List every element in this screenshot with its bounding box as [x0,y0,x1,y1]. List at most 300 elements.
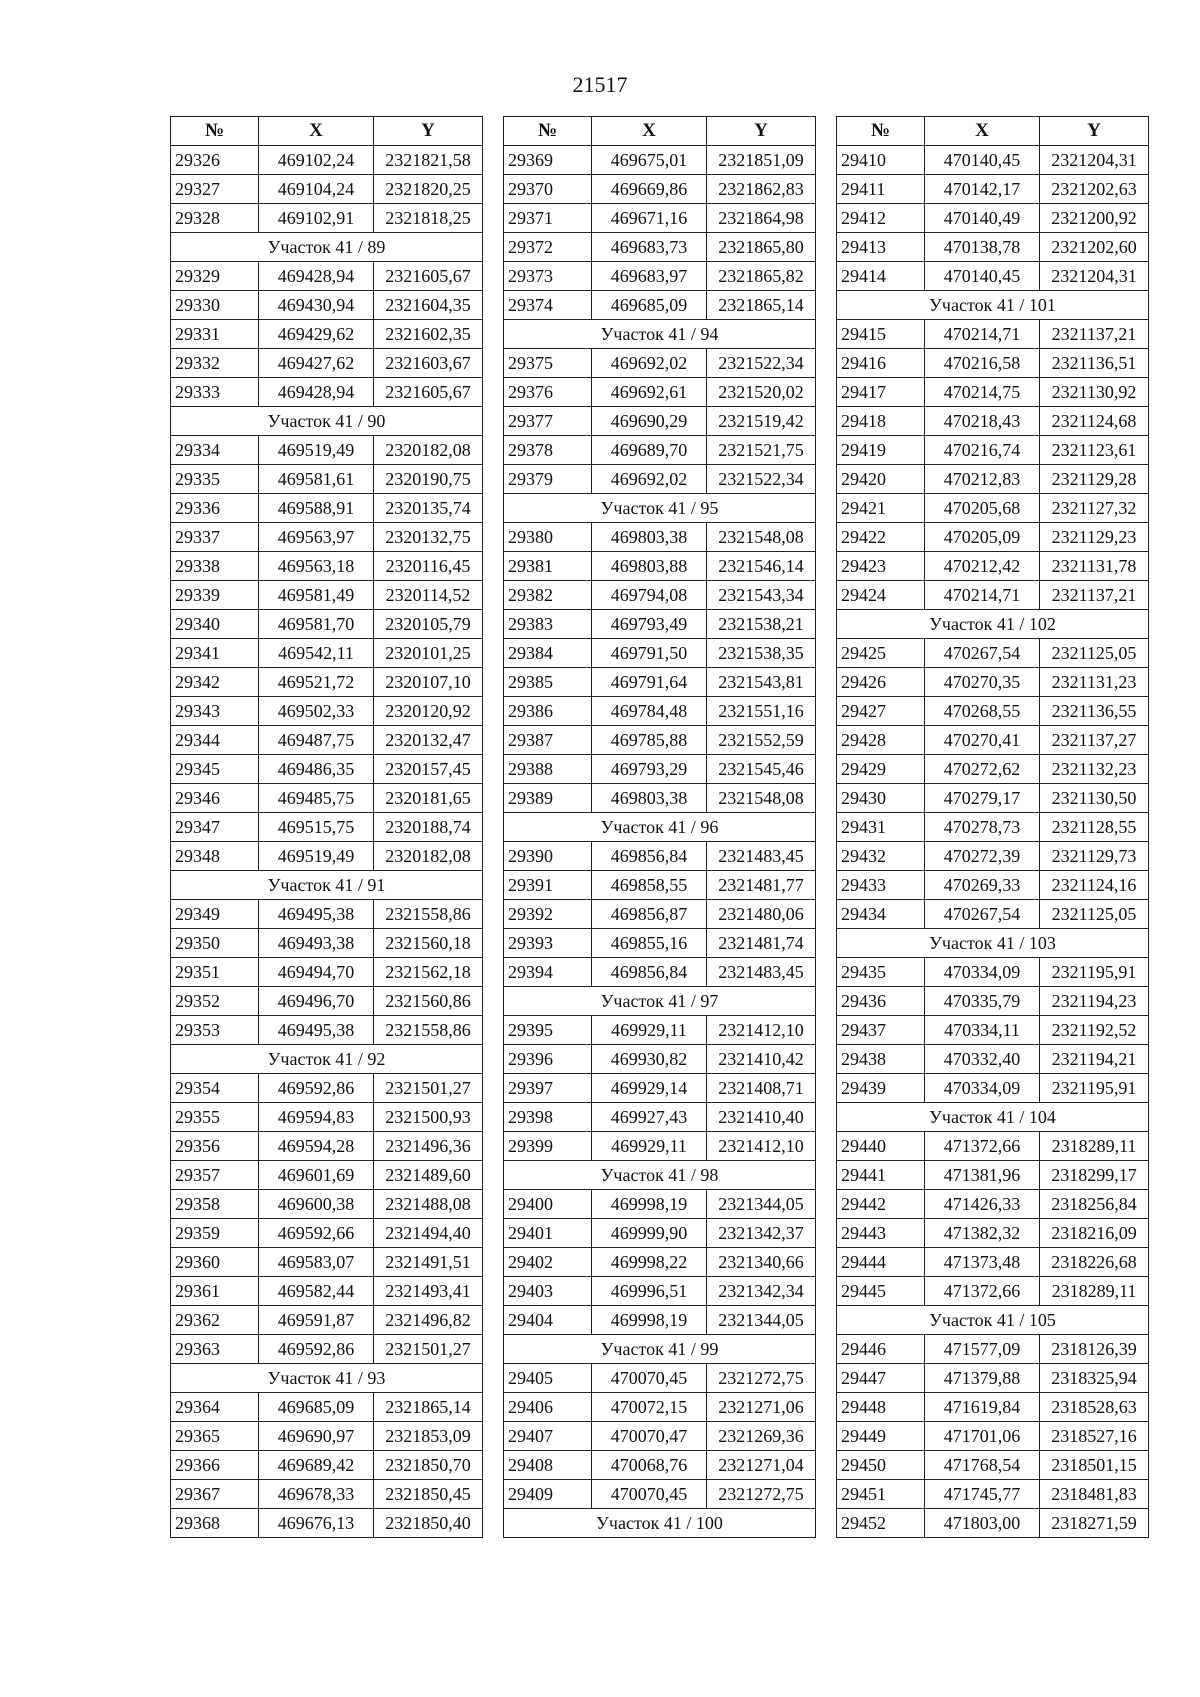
point-number: 29381 [504,552,592,581]
point-number: 29387 [504,726,592,755]
y-coordinate: 2321129,73 [1040,842,1149,871]
point-number: 29330 [171,291,259,320]
x-coordinate: 469998,22 [592,1248,707,1277]
table-row [171,175,483,204]
section-title: Участок 41 / 96 [504,813,816,842]
x-coordinate: 470278,73 [925,813,1040,842]
table-row [504,146,816,175]
point-number: 29349 [171,900,259,929]
x-coordinate: 469785,88 [592,726,707,755]
table-row [171,1306,483,1335]
table-row [171,900,483,929]
y-coordinate: 2321481,77 [707,871,816,900]
table-row [837,146,1149,175]
table-row [837,987,1149,1016]
x-coordinate: 469592,66 [259,1219,374,1248]
point-number: 29372 [504,233,592,262]
x-coordinate: 469600,38 [259,1190,374,1219]
point-number: 29436 [837,987,925,1016]
y-coordinate: 2321195,91 [1040,1074,1149,1103]
y-coordinate: 2321864,98 [707,204,816,233]
y-coordinate: 2321558,86 [374,900,483,929]
x-coordinate: 471803,00 [925,1509,1040,1538]
y-coordinate: 2321483,45 [707,842,816,871]
y-coordinate: 2321412,10 [707,1016,816,1045]
y-coordinate: 2321136,55 [1040,697,1149,726]
x-coordinate: 469856,87 [592,900,707,929]
point-number: 29451 [837,1480,925,1509]
page-number: 21517 [572,72,628,97]
point-number: 29386 [504,697,592,726]
point-number: 29343 [171,697,259,726]
x-coordinate: 470070,47 [592,1422,707,1451]
section-title: Участок 41 / 99 [504,1335,816,1364]
table-row [837,1422,1149,1451]
x-coordinate: 470070,45 [592,1480,707,1509]
x-coordinate: 470212,83 [925,465,1040,494]
section-title: Участок 41 / 93 [171,1364,483,1393]
x-coordinate: 469998,19 [592,1306,707,1335]
x-coordinate: 469581,49 [259,581,374,610]
point-number: 29437 [837,1016,925,1045]
table-row [504,1480,816,1509]
x-coordinate: 469496,70 [259,987,374,1016]
y-coordinate: 2321344,05 [707,1190,816,1219]
x-coordinate: 470267,54 [925,900,1040,929]
point-number: 29334 [171,436,259,465]
y-coordinate: 2321408,71 [707,1074,816,1103]
table-row [504,1306,816,1335]
table-row [837,1451,1149,1480]
x-coordinate: 471619,84 [925,1393,1040,1422]
point-number: 29406 [504,1393,592,1422]
section-row [837,291,1149,320]
point-number: 29373 [504,262,592,291]
y-coordinate: 2321521,75 [707,436,816,465]
table-row [171,1074,483,1103]
table-row [837,900,1149,929]
x-coordinate: 469428,94 [259,378,374,407]
point-number: 29390 [504,842,592,871]
table-row [171,755,483,784]
x-coordinate: 470335,79 [925,987,1040,1016]
section-title: Участок 41 / 97 [504,987,816,1016]
x-coordinate: 469563,97 [259,523,374,552]
section-row [504,987,816,1016]
y-coordinate: 2321853,09 [374,1422,483,1451]
table-row [837,1509,1149,1538]
y-coordinate: 2321562,18 [374,958,483,987]
section-row [837,1306,1149,1335]
x-coordinate: 470218,43 [925,407,1040,436]
table-row [171,320,483,349]
y-coordinate: 2318481,83 [1040,1480,1149,1509]
point-number: 29447 [837,1364,925,1393]
point-number: 29442 [837,1190,925,1219]
x-coordinate: 471745,77 [925,1480,1040,1509]
y-coordinate: 2320132,47 [374,726,483,755]
table-row [171,1480,483,1509]
x-coordinate: 470272,39 [925,842,1040,871]
point-number: 29377 [504,407,592,436]
y-coordinate: 2321551,16 [707,697,816,726]
point-number: 29416 [837,349,925,378]
table-row [171,697,483,726]
table-body [504,146,816,1538]
point-number: 29433 [837,871,925,900]
point-number: 29423 [837,552,925,581]
header-y: Y [374,117,483,146]
table-row [171,146,483,175]
y-coordinate: 2321410,40 [707,1103,816,1132]
table-row [504,1248,816,1277]
point-number: 29411 [837,175,925,204]
point-number: 29380 [504,523,592,552]
y-coordinate: 2321865,14 [374,1393,483,1422]
y-coordinate: 2321493,41 [374,1277,483,1306]
table-row [837,407,1149,436]
y-coordinate: 2321123,61 [1040,436,1149,465]
x-coordinate: 469563,18 [259,552,374,581]
point-number: 29440 [837,1132,925,1161]
point-number: 29429 [837,755,925,784]
point-number: 29389 [504,784,592,813]
x-coordinate: 469493,38 [259,929,374,958]
y-coordinate: 2320114,52 [374,581,483,610]
x-coordinate: 471379,88 [925,1364,1040,1393]
y-coordinate: 2321194,23 [1040,987,1149,1016]
table-row [171,1509,483,1538]
y-coordinate: 2321124,16 [1040,871,1149,900]
table-row [504,929,816,958]
table-row [504,581,816,610]
x-coordinate: 469803,38 [592,784,707,813]
section-row [171,1045,483,1074]
point-number: 29430 [837,784,925,813]
x-coordinate: 470267,54 [925,639,1040,668]
point-number: 29363 [171,1335,259,1364]
y-coordinate: 2321200,92 [1040,204,1149,233]
y-coordinate: 2321548,08 [707,523,816,552]
table-row [837,175,1149,204]
table-row [171,262,483,291]
header-num: № [171,117,259,146]
point-number: 29426 [837,668,925,697]
point-number: 29428 [837,726,925,755]
x-coordinate: 469678,33 [259,1480,374,1509]
section-title: Участок 41 / 104 [837,1103,1149,1132]
section-title: Участок 41 / 95 [504,494,816,523]
x-coordinate: 469929,11 [592,1132,707,1161]
section-title: Участок 41 / 105 [837,1306,1149,1335]
y-coordinate: 2321483,45 [707,958,816,987]
x-coordinate: 469692,02 [592,465,707,494]
y-coordinate: 2321412,10 [707,1132,816,1161]
x-coordinate: 469671,16 [592,204,707,233]
x-coordinate: 469689,70 [592,436,707,465]
point-number: 29365 [171,1422,259,1451]
table-row [504,1422,816,1451]
table-row [504,1103,816,1132]
x-coordinate: 471577,09 [925,1335,1040,1364]
y-coordinate: 2321271,06 [707,1393,816,1422]
table-row [837,1335,1149,1364]
point-number: 29351 [171,958,259,987]
point-number: 29327 [171,175,259,204]
table-row [504,1277,816,1306]
point-number: 29352 [171,987,259,1016]
point-number: 29407 [504,1422,592,1451]
table-row [837,784,1149,813]
y-coordinate: 2321543,81 [707,668,816,697]
section-row [171,1364,483,1393]
x-coordinate: 470216,58 [925,349,1040,378]
x-coordinate: 469592,86 [259,1335,374,1364]
table-row [837,1219,1149,1248]
table-row [171,1248,483,1277]
x-coordinate: 469591,87 [259,1306,374,1335]
table-row [504,668,816,697]
x-coordinate: 469784,48 [592,697,707,726]
table-row [504,842,816,871]
table-row [504,552,816,581]
x-coordinate: 470334,11 [925,1016,1040,1045]
y-coordinate: 2320188,74 [374,813,483,842]
y-coordinate: 2321545,46 [707,755,816,784]
y-coordinate: 2321496,82 [374,1306,483,1335]
table-row [171,1161,483,1190]
table-row [504,233,816,262]
y-coordinate: 2321129,23 [1040,523,1149,552]
y-coordinate: 2321342,34 [707,1277,816,1306]
table-row [171,610,483,639]
section-title: Участок 41 / 92 [171,1045,483,1074]
point-number: 29346 [171,784,259,813]
table-row [837,958,1149,987]
point-number: 29335 [171,465,259,494]
y-coordinate: 2321543,34 [707,581,816,610]
y-coordinate: 2321522,34 [707,465,816,494]
table-row [171,639,483,668]
x-coordinate: 470216,74 [925,436,1040,465]
x-coordinate: 469929,14 [592,1074,707,1103]
table-row [837,1190,1149,1219]
y-coordinate: 2318226,68 [1040,1248,1149,1277]
x-coordinate: 469791,64 [592,668,707,697]
y-coordinate: 2321491,51 [374,1248,483,1277]
table-row [504,175,816,204]
table-row [171,1393,483,1422]
table-row [837,465,1149,494]
x-coordinate: 469676,13 [259,1509,374,1538]
point-number: 29366 [171,1451,259,1480]
x-coordinate: 469858,55 [592,871,707,900]
section-row [837,610,1149,639]
point-number: 29438 [837,1045,925,1074]
x-coordinate: 469104,24 [259,175,374,204]
y-coordinate: 2321865,80 [707,233,816,262]
y-coordinate: 2318289,11 [1040,1132,1149,1161]
point-number: 29370 [504,175,592,204]
point-number: 29415 [837,320,925,349]
y-coordinate: 2321204,31 [1040,262,1149,291]
y-coordinate: 2320101,25 [374,639,483,668]
section-title: Участок 41 / 100 [504,1509,816,1538]
table-row [171,784,483,813]
y-coordinate: 2320120,92 [374,697,483,726]
table-row [171,842,483,871]
point-number: 29344 [171,726,259,755]
table-row [171,1016,483,1045]
x-coordinate: 469519,49 [259,842,374,871]
x-coordinate: 469542,11 [259,639,374,668]
point-number: 29427 [837,697,925,726]
table-row [504,523,816,552]
x-coordinate: 469996,51 [592,1277,707,1306]
table-row [504,1393,816,1422]
header-y: Y [1040,117,1149,146]
x-coordinate: 469582,44 [259,1277,374,1306]
section-row [504,813,816,842]
x-coordinate: 469102,24 [259,146,374,175]
point-number: 29392 [504,900,592,929]
point-number: 29382 [504,581,592,610]
point-number: 29341 [171,639,259,668]
x-coordinate: 469515,75 [259,813,374,842]
x-coordinate: 469856,84 [592,958,707,987]
y-coordinate: 2321851,09 [707,146,816,175]
point-number: 29414 [837,262,925,291]
x-coordinate: 470212,42 [925,552,1040,581]
y-coordinate: 2321548,08 [707,784,816,813]
y-coordinate: 2321560,18 [374,929,483,958]
point-number: 29328 [171,204,259,233]
point-number: 29399 [504,1132,592,1161]
x-coordinate: 470138,78 [925,233,1040,262]
y-coordinate: 2321865,82 [707,262,816,291]
x-coordinate: 470140,45 [925,262,1040,291]
section-row [171,871,483,900]
point-number: 29333 [171,378,259,407]
table-row [837,349,1149,378]
y-coordinate: 2321488,08 [374,1190,483,1219]
coordinates-table-3 [836,116,1149,1538]
x-coordinate: 469494,70 [259,958,374,987]
y-coordinate: 2321605,67 [374,262,483,291]
point-number: 29374 [504,291,592,320]
x-coordinate: 470269,33 [925,871,1040,900]
point-number: 29329 [171,262,259,291]
point-number: 29378 [504,436,592,465]
table-row [171,378,483,407]
table-row [171,1190,483,1219]
x-coordinate: 469692,02 [592,349,707,378]
y-coordinate: 2320105,79 [374,610,483,639]
y-coordinate: 2318216,09 [1040,1219,1149,1248]
point-number: 29339 [171,581,259,610]
point-number: 29338 [171,552,259,581]
table-row [504,639,816,668]
y-coordinate: 2321137,21 [1040,581,1149,610]
table-row [837,320,1149,349]
y-coordinate: 2321820,25 [374,175,483,204]
point-number: 29393 [504,929,592,958]
y-coordinate: 2320157,45 [374,755,483,784]
y-coordinate: 2321137,21 [1040,320,1149,349]
y-coordinate: 2320181,65 [374,784,483,813]
x-coordinate: 469929,11 [592,1016,707,1045]
point-number: 29435 [837,958,925,987]
point-number: 29375 [504,349,592,378]
y-coordinate: 2321489,60 [374,1161,483,1190]
x-coordinate: 471382,32 [925,1219,1040,1248]
point-number: 29331 [171,320,259,349]
table-row [171,552,483,581]
x-coordinate: 470070,45 [592,1364,707,1393]
x-coordinate: 469495,38 [259,900,374,929]
x-coordinate: 469588,91 [259,494,374,523]
point-number: 29368 [171,1509,259,1538]
y-coordinate: 2321538,21 [707,610,816,639]
table-row [837,494,1149,523]
table-body [171,146,483,1538]
table-row [504,1364,816,1393]
x-coordinate: 470140,49 [925,204,1040,233]
y-coordinate: 2318289,11 [1040,1277,1149,1306]
x-coordinate: 469581,61 [259,465,374,494]
y-coordinate: 2321272,75 [707,1480,816,1509]
y-coordinate: 2318528,63 [1040,1393,1149,1422]
point-number: 29354 [171,1074,259,1103]
table-row [504,697,816,726]
y-coordinate: 2321136,51 [1040,349,1149,378]
header-num: № [504,117,592,146]
x-coordinate: 469427,62 [259,349,374,378]
table-row [504,1132,816,1161]
x-coordinate: 469675,01 [592,146,707,175]
table-row [837,726,1149,755]
section-row [837,1103,1149,1132]
y-coordinate: 2321129,28 [1040,465,1149,494]
point-number: 29450 [837,1451,925,1480]
point-number: 29342 [171,668,259,697]
section-row [171,407,483,436]
x-coordinate: 469519,49 [259,436,374,465]
x-coordinate: 469689,42 [259,1451,374,1480]
table-row [837,1016,1149,1045]
table-row [837,378,1149,407]
y-coordinate: 2321865,14 [707,291,816,320]
x-coordinate: 470270,35 [925,668,1040,697]
point-number: 29405 [504,1364,592,1393]
x-coordinate: 470214,71 [925,320,1040,349]
point-number: 29332 [171,349,259,378]
point-number: 29434 [837,900,925,929]
table-row [504,407,816,436]
point-number: 29439 [837,1074,925,1103]
table-row [171,1335,483,1364]
y-coordinate: 2321127,32 [1040,494,1149,523]
table-row [504,1219,816,1248]
y-coordinate: 2321605,67 [374,378,483,407]
table-row [171,436,483,465]
point-number: 29359 [171,1219,259,1248]
point-number: 29326 [171,146,259,175]
point-number: 29420 [837,465,925,494]
table-row [504,378,816,407]
y-coordinate: 2321272,75 [707,1364,816,1393]
y-coordinate: 2321538,35 [707,639,816,668]
